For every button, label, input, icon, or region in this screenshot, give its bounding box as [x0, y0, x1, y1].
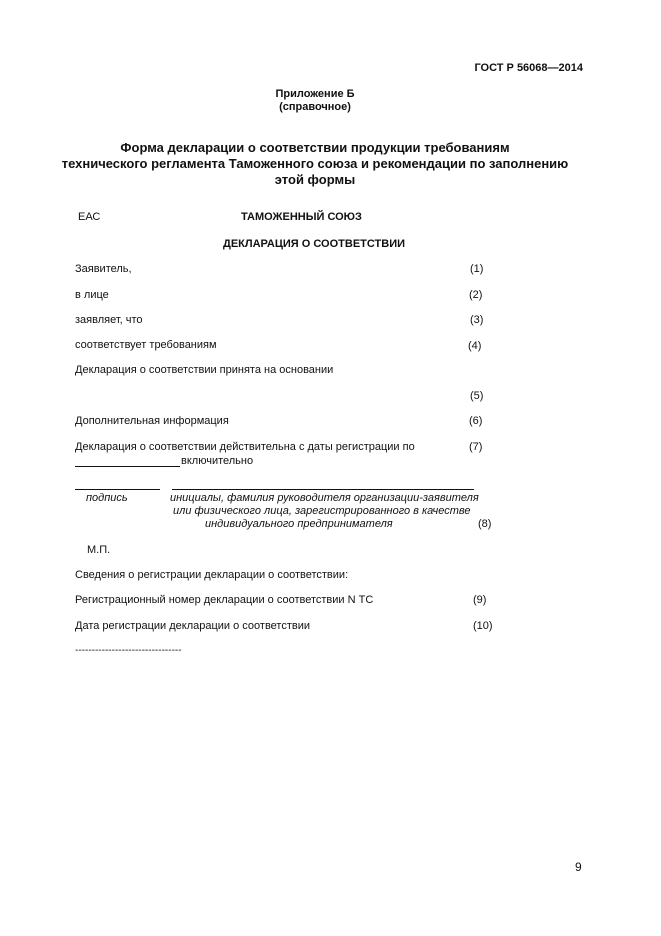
row-number: (10)	[473, 620, 493, 632]
appendix-type: (справочное)	[279, 101, 351, 113]
registration-heading: Сведения о регистрации декларации о соответствии:	[75, 569, 349, 581]
row-number: (4)	[468, 340, 482, 352]
validity-date-blank-line	[75, 466, 180, 467]
standard-code: ГОСТ Р 56068—2014	[474, 62, 583, 74]
validity-tail: включительно	[181, 455, 254, 467]
name-line	[172, 489, 474, 490]
row-label-complies: соответствует требованиям	[75, 339, 217, 351]
signature-caption: подпись	[86, 492, 128, 504]
row-number: (5)	[470, 390, 484, 402]
row-label-represented-by: в лице	[75, 289, 109, 301]
row-label-additional-info: Дополнительная информация	[75, 415, 229, 427]
page-number: 9	[575, 860, 582, 874]
row-number: (3)	[470, 314, 484, 326]
name-caption-line-1: инициалы, фамилия руководителя организации-заявителя	[170, 492, 479, 504]
stamp-place: М.П.	[87, 544, 111, 556]
row-number: (7)	[469, 441, 483, 453]
footnote-separator: --------------------------------	[75, 645, 182, 656]
document-title-line-1: Форма декларации о соответствии продукции требованиям	[120, 140, 510, 155]
row-number: (6)	[469, 415, 483, 427]
declaration-heading: ДЕКЛАРАЦИЯ О СООТВЕТСТВИИ	[223, 238, 406, 250]
signature-line	[75, 489, 160, 490]
row-label-registration-number: Регистрационный номер декларации о соответствии N ТС	[75, 594, 374, 606]
name-caption-line-3: индивидуального предпринимателя	[205, 518, 393, 530]
row-label-registration-date: Дата регистрации декларации о соответствии	[75, 620, 311, 632]
appendix-label: Приложение Б	[275, 88, 355, 100]
row-number: (9)	[473, 594, 487, 606]
row-label-declares: заявляет, что	[75, 314, 143, 326]
document-title-line-2: технического регламента Таможенного союза и рекомендации по заполнению	[61, 156, 569, 171]
row-number: (1)	[470, 263, 484, 275]
row-number: (8)	[478, 518, 492, 530]
name-caption-line-2: или физического лица, зарегистрированного в качестве	[173, 505, 471, 517]
row-number: (2)	[469, 289, 483, 301]
document-title-line-3: этой формы	[274, 172, 356, 187]
eac-mark: ЕАС	[78, 211, 101, 223]
customs-union-heading: ТАМОЖЕННЫЙ СОЮЗ	[241, 211, 362, 223]
row-label-basis: Декларация о соответствии принята на основании	[75, 364, 334, 376]
row-label-validity: Декларация о соответствии действительна с даты регистрации по	[75, 441, 415, 453]
row-label-applicant: Заявитель,	[75, 263, 132, 275]
